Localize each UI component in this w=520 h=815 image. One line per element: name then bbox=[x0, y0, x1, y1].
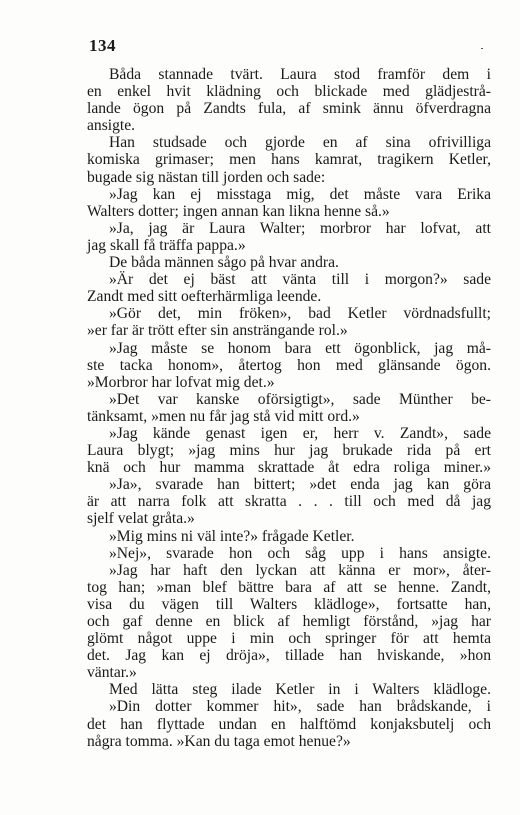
text-line: »Jag kände genast igen er, herr v. Zandt», sade bbox=[109, 424, 491, 442]
text-line: det han flyttade undan en halftömd konjaksbutelj och bbox=[87, 715, 491, 733]
text-line: knä och hur mamma skrattade åt edra roliga miner.» bbox=[87, 459, 491, 477]
text-line: lande ögon på Zandts fula, af smink ännu öfverdragna bbox=[87, 100, 491, 118]
text-line: Walters dotter; ingen annan kan likna henne så.» bbox=[87, 202, 390, 220]
text-line: ansigte. bbox=[87, 117, 136, 135]
text-line: ste tacka honom», återtog hon med glänsande ögon. bbox=[87, 356, 491, 374]
text-line: »Din dotter kommer hit», sade han brådskande, i bbox=[109, 698, 491, 716]
text-line: »Morbror har lofvat mig det.» bbox=[87, 373, 275, 391]
text-line: Laura blygt; »jag mins hur jag brukade rida på ert bbox=[87, 442, 491, 460]
text-line: och gaf denne en blick af hemligt förstånd, »jag har bbox=[87, 613, 491, 630]
text-line: »Är det ej bäst att vänta till i morgon?» sade bbox=[109, 271, 491, 289]
text-line: »Mig mins ni väl inte?» frågade Ketler. bbox=[109, 527, 355, 545]
text-line: det. Jag kan ej dröja», tillade han hviskande, »hon bbox=[87, 647, 491, 665]
text-line: Zandt med sitt oefterhärmliga leende. bbox=[87, 288, 322, 306]
text-line: »Jag måste se honom bara ett ögonblick, jag må- bbox=[109, 339, 491, 357]
text-line: »Jag har haft den lyckan att känna er mor», åter- bbox=[109, 561, 491, 579]
page-number: 134 bbox=[89, 36, 116, 55]
text-line: sjelf velat gråta.» bbox=[87, 510, 195, 528]
text-line: är att narra folk att skratta . . . till och med då jag bbox=[87, 493, 491, 511]
body-text bbox=[87, 66, 491, 750]
text-line: Båda stannade tvärt. Laura stod framför dem i bbox=[109, 66, 491, 83]
text-line: »er far är trött efter sin ansträngande rol.» bbox=[87, 322, 348, 340]
text-line: en enkel hvit klädning och blickade med glädjestrå- bbox=[87, 83, 491, 101]
text-line: tog han; »man blef bättre bara af att se henne. Zandt, bbox=[87, 578, 491, 596]
text-line: »Gör det, min fröken», bad Ketler vördnadsfullt; bbox=[109, 305, 491, 323]
text-line: väntar.» bbox=[87, 664, 137, 682]
text-line: De båda männen sågo på hvar andra. bbox=[109, 254, 339, 272]
print-speck bbox=[481, 48, 483, 49]
text-line: »Nej», svarade hon och såg upp i hans ansigte. bbox=[109, 544, 491, 562]
text-line: »Ja», svarade han bittert; »det enda jag kan göra bbox=[109, 476, 491, 494]
text-line: »Jag kan ej misstaga mig, det måste vara Erika bbox=[109, 185, 491, 203]
text-line: några tomma. »Kan du taga emot henue?» bbox=[87, 732, 351, 750]
text-line: »Det var kanske oförsigtigt», sade Münther be- bbox=[109, 390, 491, 408]
text-line: bugade sig nästan till jorden och sade: bbox=[87, 168, 326, 186]
text-line: visa du vägen till Walters klädloge», fortsatte han, bbox=[87, 595, 491, 613]
text-line: glömt något uppe i min och springer för att hemta bbox=[87, 630, 491, 648]
text-line: Han studsade och gjorde en af sina ofrivilliga bbox=[109, 134, 491, 152]
text-line: komiska grimaser; men hans kamrat, tragikern Ketler, bbox=[87, 151, 491, 169]
text-line: »Ja, jag är Laura Walter; morbror har lofvat, att bbox=[109, 219, 491, 237]
text-line: jag skall få träffa pappa.» bbox=[87, 236, 246, 254]
text-line: Med lätta steg ilade Ketler in i Walters klädloge. bbox=[109, 681, 491, 699]
text-line: tänksamt, »men nu får jag stå vid mitt ord.» bbox=[87, 407, 360, 425]
